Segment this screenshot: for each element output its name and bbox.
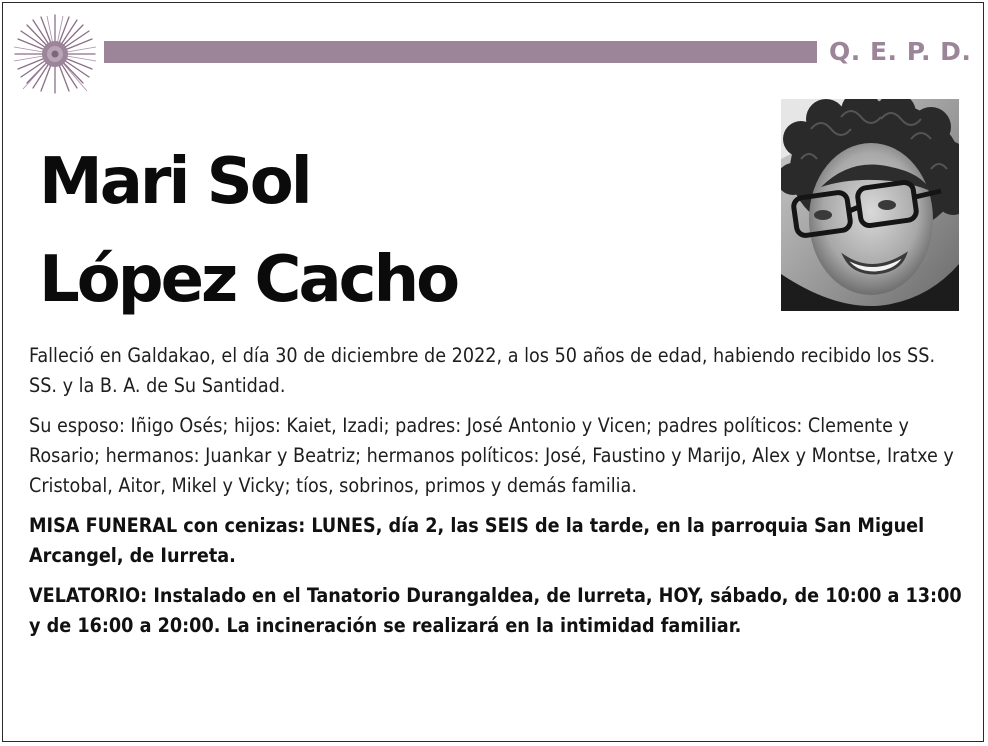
thistle-flower-icon: [9, 11, 101, 97]
family-paragraph: Su esposo: Iñigo Osés; hijos: Kaiet, Izadi; padres: José Antonio y Vicen; padres políticos: Clemente y Rosario; hermanos: Juankar y Beatriz; hermanos políticos: José, Faustino y Marijo, Alex y Montse, Iratxe y Cristobal, Aitor, Mikel y Vicky; tíos, sobrinos, primos y demás familia.: [29, 414, 954, 497]
obituary-frame: [2, 2, 984, 742]
header-bar: [104, 41, 817, 63]
obituary-body: [29, 341, 963, 651]
portrait-photo: [781, 99, 959, 311]
name-line-2: López Cacho: [39, 243, 458, 317]
qepd-label: Q. E. P. D.: [829, 37, 972, 66]
wake-paragraph: VELATORIO: Instalado en el Tanatorio Durangaldea, de Iurreta, HOY, sábado, de 10:00 a 13:00 y de 16:00 a 20:00. La incineración se realizará en la intimidad familiar.: [29, 584, 962, 637]
funeral-paragraph: MISA FUNERAL con cenizas: LUNES, día 2, las SEIS de la tarde, en la parroquia San Miguel Arcangel, de Iurreta.: [29, 514, 925, 567]
deceased-name: [39, 133, 457, 329]
name-line-1: Mari Sol: [39, 145, 310, 219]
death-notice-paragraph: Falleció en Galdakao, el día 30 de diciembre de 2022, a los 50 años de edad, habiendo recibido los SS. SS. y la B. A. de Su Santidad.: [29, 344, 936, 397]
